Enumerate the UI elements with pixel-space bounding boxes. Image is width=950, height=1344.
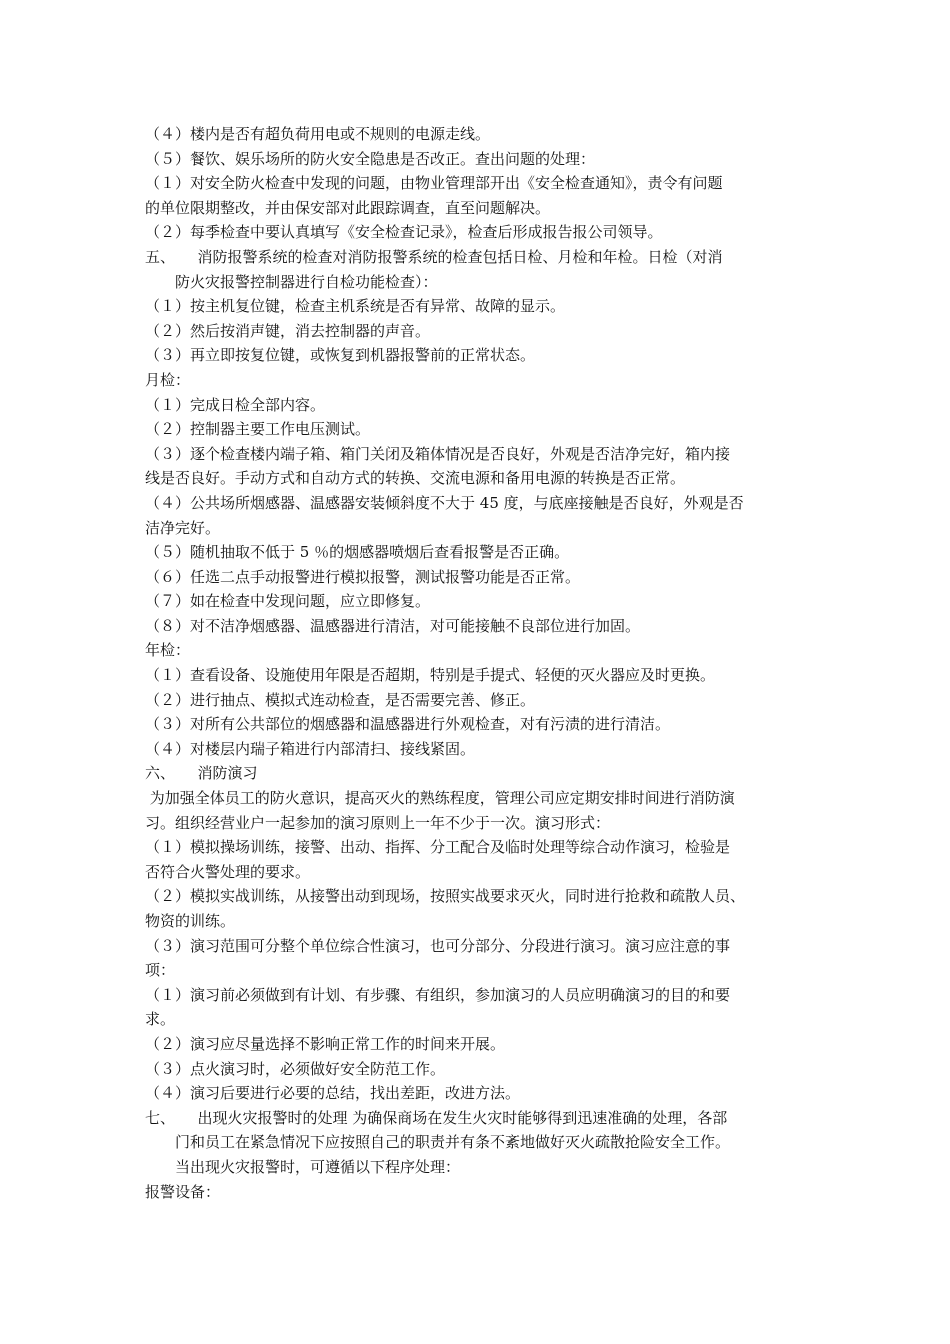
text-line: （８）对不洁净烟感器、温感器进行清洁，对可能接触不良部位进行加固。 (145, 616, 641, 635)
text-line: （２）演习应尽量选择不影响正常工作的时间来开展。 (145, 1034, 506, 1053)
text-line: 年检： (145, 641, 191, 660)
text-line: （１）对安全防火检查中发现的问题，由物业管理部开出《安全检查通知》，责令有问题 (145, 174, 723, 193)
text-line: （４）楼内是否有超负荷用电或不规则的电源走线。 (145, 125, 491, 143)
text-line: 物资的训练。 (145, 912, 236, 930)
text-line: 门和员工在紧急情况下应按照自己的职责并有条不紊地做好灭火疏散抢险安全工作。 (175, 1133, 731, 1152)
text-line: 否符合火警处理的要求。 (145, 862, 311, 881)
text-line: （７）如在检查中发现问题，应立即修复。 (145, 592, 431, 611)
text-line: （２）然后按消声键，消去控制器的声音。 (145, 321, 431, 340)
text-line: （３）演习范围可分整个单位综合性演习，也可分部分、分段进行演习。演习应注意的事 (145, 936, 731, 955)
text-line: 五、 消防报警系统的检查对消防报警系统的检查包括日检、月检和年检。日检（对消 (145, 247, 723, 266)
text-line: 报警设备： (145, 1182, 221, 1201)
text-line: 的单位限期整改，并由保安部对此跟踪调查，直至问题解决。 (145, 198, 551, 217)
text-line: 线是否良好。手动方式和自动方式的转换、交流电源和备用电源的转换是否正常。 (145, 469, 686, 488)
text-line: （６）任选二点手动报警进行模拟报警，测试报警功能是否正常。 (145, 567, 581, 586)
text-line: （５）餐饮、娱乐场所的防火安全隐患是否改正。查出问题的处理： (145, 149, 596, 168)
text-line: （２）进行抽点、模拟式连动检查，是否需要完善、修正。 (145, 690, 536, 709)
text-line: （２）控制器主要工作电压测试。 (145, 420, 371, 439)
text-line: （１）完成日检全部内容。 (145, 395, 326, 414)
text-line: 六、 消防演习 (145, 764, 258, 783)
text-line: （３）点火演习时，必须做好安全防范工作。 (145, 1059, 446, 1078)
text-line: 求。 (145, 1010, 176, 1029)
text-line: 当出现火灾报警时，可遵循以下程序处理： (175, 1157, 461, 1176)
document-body (145, 122, 815, 1204)
text-line: 七、 出现火灾报警时的处理 为确保商场在发生火灾时能够得到迅速准确的处理，各部 (145, 1108, 728, 1127)
text-line: （１）模拟操场训练，接警、出动、指挥、分工配合及临时处理等综合动作演习，检验是 (145, 838, 731, 857)
text-line: （１）演习前必须做到有计划、有步骤、有组织，参加演习的人员应明确演习的目的和要 (145, 985, 731, 1004)
text-line: （４）公共场所烟感器、温感器安装倾斜度不大于 45 度，与底座接触是否良好，外观是否 (145, 493, 744, 512)
text-line: 防火灾报警控制器进行自检功能检查）： (175, 272, 438, 291)
text-line: 习。组织经营业户一起参加的演习原则上一年不少于一次。演习形式： (145, 813, 611, 832)
text-line: 项： (145, 961, 176, 980)
text-line: 洁净完好。 (145, 518, 221, 537)
text-line: （４）演习后要进行必要的总结，找出差距，改进方法。 (145, 1084, 521, 1103)
text-line: （３）逐个检查楼内端子箱、箱门关闭及箱体情况是否良好，外观是否洁净完好，箱内接 (145, 444, 731, 463)
text-line: （１）按主机复位键，检查主机系统是否有异常、故障的显示。 (145, 297, 566, 316)
text-line: （１）查看设备、设施使用年限是否超期，特别是手提式、轻便的灭火器应及时更换。 (145, 666, 716, 685)
text-line: （３）再立即按复位键，或恢复到机器报警前的正常状态。 (145, 346, 536, 365)
text-line: （５）随机抽取不低于 5 ％的烟感器喷烟后查看报警是否正确。 (145, 543, 570, 562)
text-line: （２）模拟实战训练，从接警出动到现场，按照实战要求灭火，同时进行抢救和疏散人员、 (145, 887, 746, 906)
text-line: 月检： (145, 370, 191, 389)
text-line: 为加强全体员工的防火意识，提高灭火的熟练程度，管理公司应定期安排时间进行消防演 (145, 789, 735, 808)
text-line: （２）每季检查中要认真填写《安全检查记录》，检查后形成报告报公司领导。 (145, 223, 663, 242)
text-line: （３）对所有公共部位的烟感器和温感器进行外观检查，对有污渍的进行清洁。 (145, 715, 671, 734)
text-line: （４）对楼层内瑞子箱进行内部清扫、接线紧固。 (145, 739, 476, 758)
